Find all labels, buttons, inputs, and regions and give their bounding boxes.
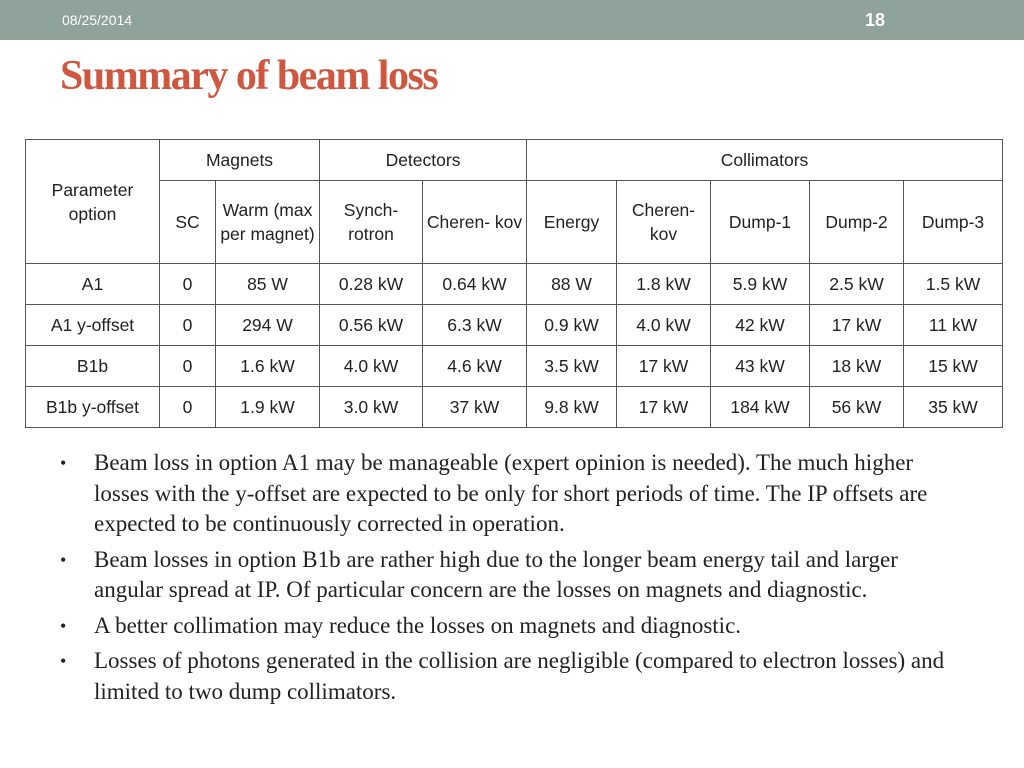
table-cell: 0 [160, 346, 216, 387]
table-cell: 4.0 kW [617, 305, 711, 346]
detectors-header: Detectors [320, 140, 527, 181]
warm-header: Warm (max per magnet) [216, 181, 320, 264]
table-cell: 15 kW [904, 346, 1003, 387]
parameter-option-header: Parameter option [26, 140, 160, 264]
table-cell: 0.56 kW [320, 305, 423, 346]
table-cell: 3.5 kW [527, 346, 617, 387]
table-cell: 0.9 kW [527, 305, 617, 346]
table-cell: 5.9 kW [711, 264, 810, 305]
bullet-text: Losses of photons generated in the collision are negligible (compared to electron losses) and limited to two dump collimators. [94, 648, 945, 704]
cherenkov-collimator-header: Cheren- kov [617, 181, 711, 264]
synchrotron-header: Synch- rotron [320, 181, 423, 264]
table-cell: 18 kW [810, 346, 904, 387]
table-cell: 9.8 kW [527, 387, 617, 428]
table-cell: 35 kW [904, 387, 1003, 428]
magnets-header: Magnets [160, 140, 320, 181]
table-cell: 37 kW [423, 387, 527, 428]
table-header-row [26, 140, 1003, 181]
dump-2-header: Dump-2 [810, 181, 904, 264]
table-cell: 1.5 kW [904, 264, 1003, 305]
table-cell: 4.6 kW [423, 346, 527, 387]
sc-header: SC [160, 181, 216, 264]
table-row [26, 305, 1003, 346]
cherenkov-detector-header: Cheren- kov [423, 181, 527, 264]
table-cell: 294 W [216, 305, 320, 346]
bullet-item [60, 611, 960, 642]
table-row [26, 387, 1003, 428]
table-cell: 0.64 kW [423, 264, 527, 305]
energy-header: Energy [527, 181, 617, 264]
table-cell: 17 kW [617, 387, 711, 428]
table-cell: 6.3 kW [423, 305, 527, 346]
table-cell: 1.8 kW [617, 264, 711, 305]
table-cell: 1.6 kW [216, 346, 320, 387]
row-label: B1b [26, 346, 160, 387]
table-cell: 42 kW [711, 305, 810, 346]
table-cell: 0 [160, 264, 216, 305]
bullet-list [60, 448, 960, 712]
bullet-item [60, 448, 960, 540]
bullet-text: Beam losses in option B1b are rather high due to the longer beam energy tail and larger angular spread at IP. Of particular concern are the losses on magnets and diagnostic. [94, 546, 898, 602]
bullet-text: Beam loss in option A1 may be manageable (expert opinion is needed). The much higher losses with the y-offset are expected to be only for short periods of time. The IP offsets are expected to be continuously corrected in operation. [94, 450, 928, 536]
table-row [26, 346, 1003, 387]
row-label: A1 [26, 264, 160, 305]
table-row [26, 264, 1003, 305]
table-cell: 1.9 kW [216, 387, 320, 428]
bullet-icon: • [60, 453, 67, 473]
table-cell: 4.0 kW [320, 346, 423, 387]
table-cell: 0.28 kW [320, 264, 423, 305]
table-cell: 17 kW [617, 346, 711, 387]
slide-title: Summary of beam loss [60, 53, 438, 99]
beam-loss-table [25, 139, 1003, 428]
bullet-icon: • [60, 651, 67, 671]
bullet-item [60, 545, 960, 606]
row-label: B1b y-offset [26, 387, 160, 428]
table-cell: 17 kW [810, 305, 904, 346]
table-cell: 88 W [527, 264, 617, 305]
table-cell: 43 kW [711, 346, 810, 387]
table-cell: 3.0 kW [320, 387, 423, 428]
bullet-icon: • [60, 549, 67, 570]
bullet-icon: • [60, 615, 67, 636]
dump-3-header: Dump-3 [904, 181, 1003, 264]
row-label: A1 y-offset [26, 305, 160, 346]
bullet-item [60, 646, 960, 707]
table-cell: 56 kW [810, 387, 904, 428]
collimators-header: Collimators [527, 140, 1003, 181]
table-subheader-row [26, 181, 1003, 264]
top-bar [0, 0, 1024, 40]
dump-1-header: Dump-1 [711, 181, 810, 264]
slide-number: 18 [864, 10, 886, 30]
table-cell: 2.5 kW [810, 264, 904, 305]
table-cell: 184 kW [711, 387, 810, 428]
table-cell: 85 W [216, 264, 320, 305]
table-cell: 0 [160, 305, 216, 346]
slide-date: 08/25/2014 [62, 12, 133, 28]
table-cell: 0 [160, 387, 216, 428]
bullet-text: A better collimation may reduce the losses on magnets and diagnostic. [94, 612, 742, 638]
table-cell: 11 kW [904, 305, 1003, 346]
